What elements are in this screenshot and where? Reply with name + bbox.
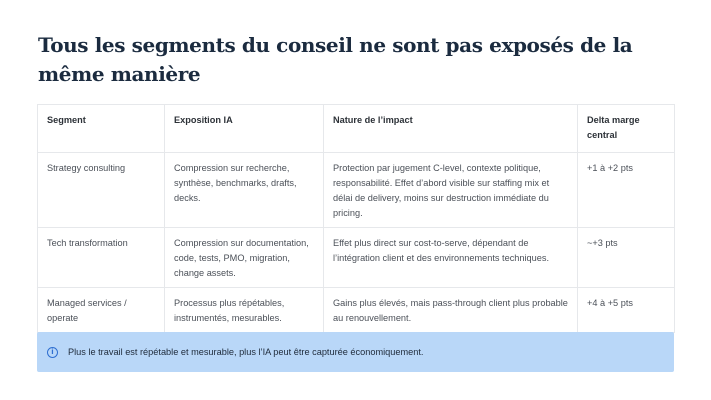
table-header-row bbox=[38, 105, 675, 153]
cell-exposition: Compression sur recherche, synthèse, benchmarks, drafts, decks. bbox=[165, 153, 324, 228]
info-callout bbox=[37, 332, 674, 372]
cell-impact: Effet plus direct sur cost-to-serve, dépendant de l’intégration client et des environnements techniques. bbox=[324, 228, 578, 288]
header-impact: Nature de l’impact bbox=[324, 105, 578, 153]
callout-text: Plus le travail est répétable et mesurable, plus l’IA peut être capturée économiquement. bbox=[68, 347, 424, 357]
cell-exposition: Compression sur documentation, code, tests, PMO, migration, change assets. bbox=[165, 228, 324, 288]
cell-impact: Gains plus élevés, mais pass-through client plus probable au renouvellement. bbox=[324, 288, 578, 333]
header-delta-marge: Delta marge central bbox=[578, 105, 675, 153]
cell-delta: +4 à +5 pts bbox=[578, 288, 675, 333]
cell-impact: Protection par jugement C-level, contexte politique, responsabilité. Effet d’abord visible sur staffing mix et délai de delivery, moins sur destruction immédiate du pricing. bbox=[324, 153, 578, 228]
header-exposition: Exposition IA bbox=[165, 105, 324, 153]
cell-segment: Strategy consulting bbox=[38, 153, 165, 228]
cell-delta: +1 à +2 pts bbox=[578, 153, 675, 228]
cell-segment: Managed services / operate bbox=[38, 288, 165, 333]
table-row bbox=[38, 153, 675, 228]
page-title: Tous les segments du conseil ne sont pas exposés de la même manière bbox=[38, 33, 633, 86]
segment-exposure-table bbox=[37, 104, 675, 333]
cell-exposition: Processus plus répétables, instrumentés, mesurables. bbox=[165, 288, 324, 333]
table-row bbox=[38, 228, 675, 288]
info-icon: i bbox=[47, 347, 58, 358]
table-row bbox=[38, 288, 675, 333]
cell-delta: ~+3 pts bbox=[578, 228, 675, 288]
header-segment: Segment bbox=[38, 105, 165, 153]
cell-segment: Tech transformation bbox=[38, 228, 165, 288]
